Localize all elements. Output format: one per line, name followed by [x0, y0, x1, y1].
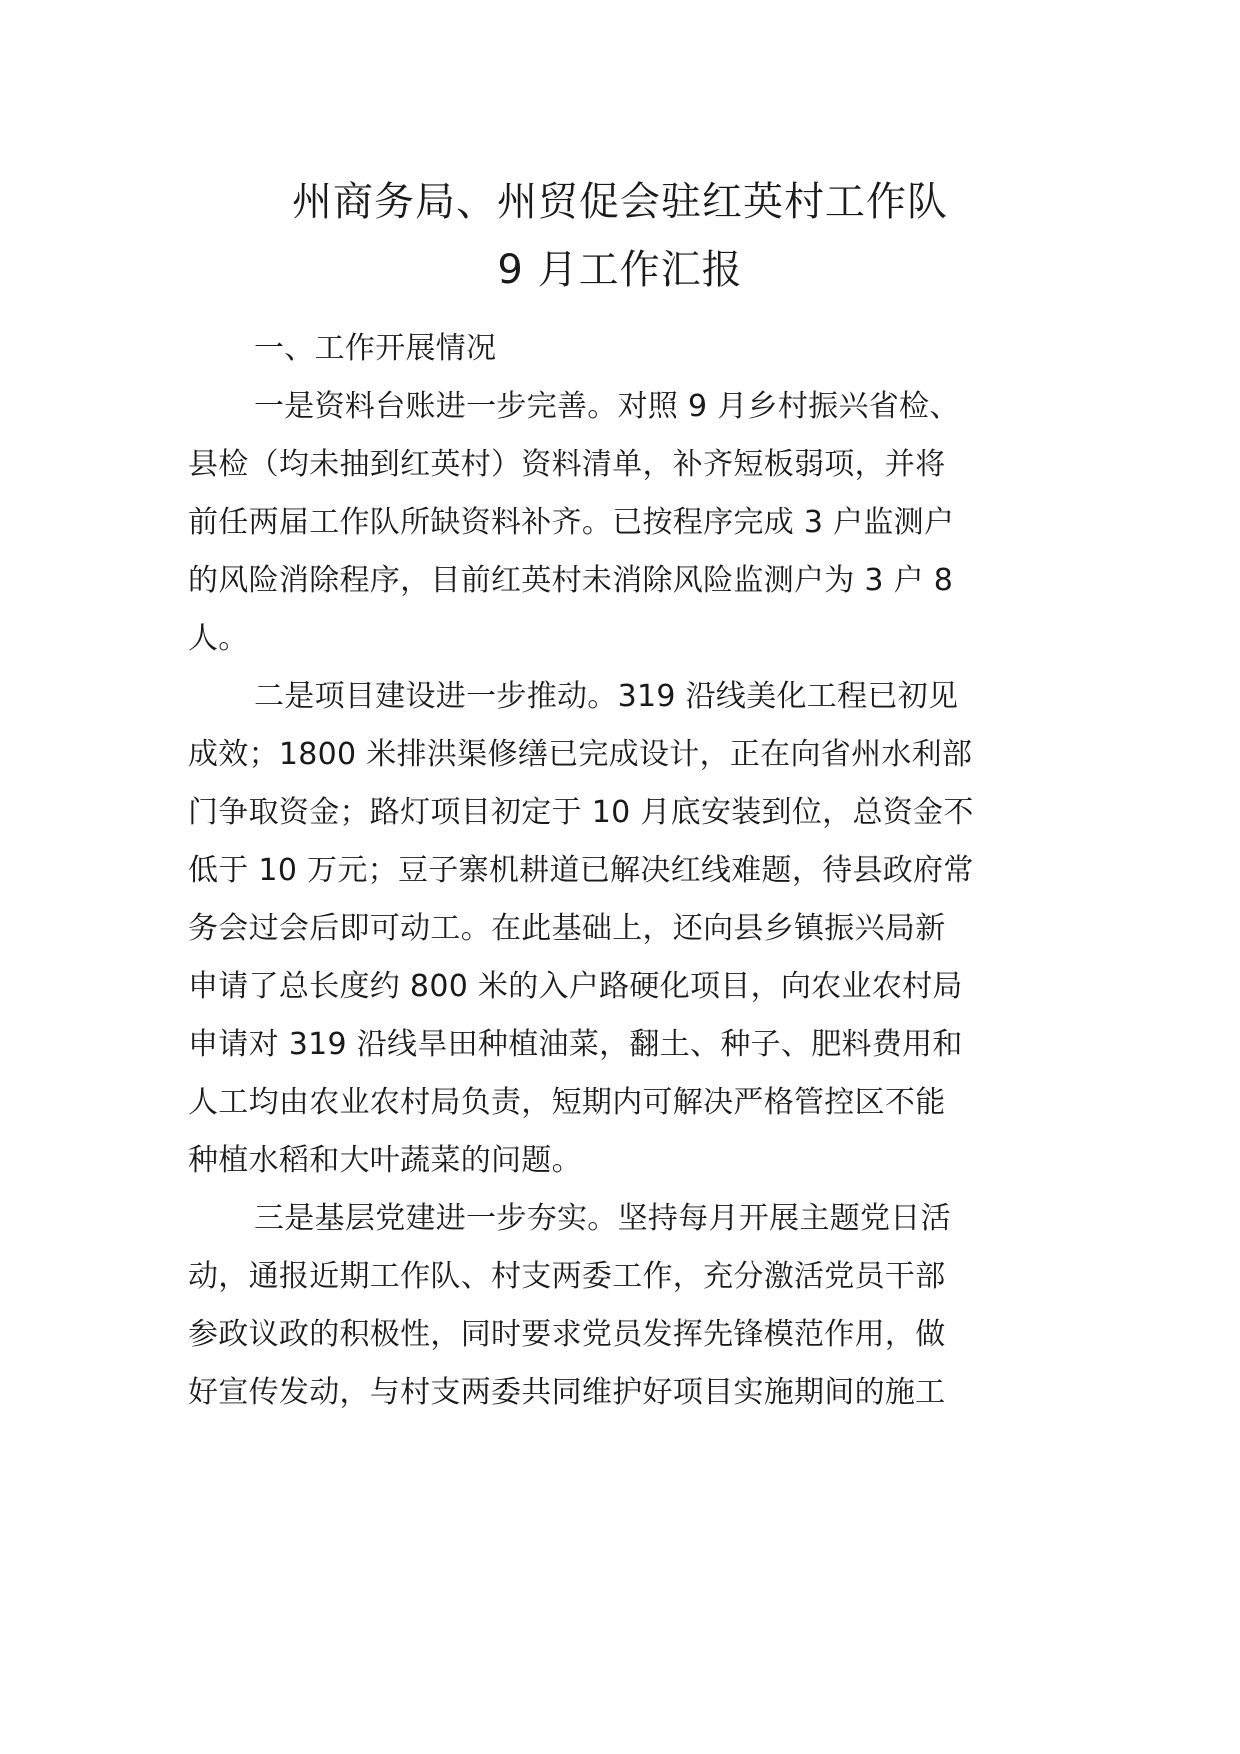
text-line: 二是项目建设进一步推动。319 沿线美化工程已初见 — [254, 679, 959, 714]
text-line: 申请对 319 沿线旱田种植油菜，翻土、种子、肥料费用和 — [188, 1027, 963, 1062]
text-line: 前任两届工作队所缺资料补齐。已按程序完成 3 户监测户 — [188, 505, 955, 540]
text-line: 申请了总长度约 800 米的入户路硬化项目，向农业农村局 — [188, 969, 963, 1004]
text-line: 低于 10 万元；豆子寨机耕道已解决红线难题，待县政府常 — [188, 853, 974, 888]
text-line: 的风险消除程序，目前红英村未消除风险监测户为 3 户 8 — [188, 563, 954, 598]
text-line: 县检（均未抽到红英村）资料清单，补齐短板弱项，并将 — [188, 447, 946, 482]
text-line: 动，通报近期工作队、村支两委工作，充分激活党员干部 — [188, 1259, 946, 1294]
text-line: 三是基层党建进一步夯实。坚持每月开展主题党日活 — [254, 1201, 951, 1236]
text-line: 好宣传发动，与村支两委共同维护好项目实施期间的施工 — [188, 1375, 946, 1410]
text-line: 务会过会后即可动工。在此基础上，还向县乡镇振兴局新 — [188, 911, 946, 946]
text-line: 人。 — [188, 621, 249, 656]
text-line: 种植水稻和大叶蔬菜的问题。 — [188, 1143, 582, 1178]
text-line: 门争取资金；路灯项目初定于 10 月底安装到位，总资金不 — [188, 795, 974, 830]
section-heading: 一、工作开展情况 — [254, 331, 497, 366]
document-title-line1: 州商务局、州贸促会驻红英村工作队 — [292, 179, 948, 225]
text-line: 成效；1800 米排洪渠修缮已完成设计，正在向省州水利部 — [188, 737, 973, 772]
text-line: 一是资料台账进一步完善。对照 9 月乡村振兴省检、 — [254, 389, 960, 424]
text-line: 参政议政的积极性，同时要求党员发挥先锋模范作用，做 — [188, 1317, 946, 1352]
text-line: 人工均由农业农村局负责，短期内可解决严格管控区不能 — [188, 1085, 946, 1120]
document-title-line2: 9 月工作汇报 — [497, 247, 743, 293]
